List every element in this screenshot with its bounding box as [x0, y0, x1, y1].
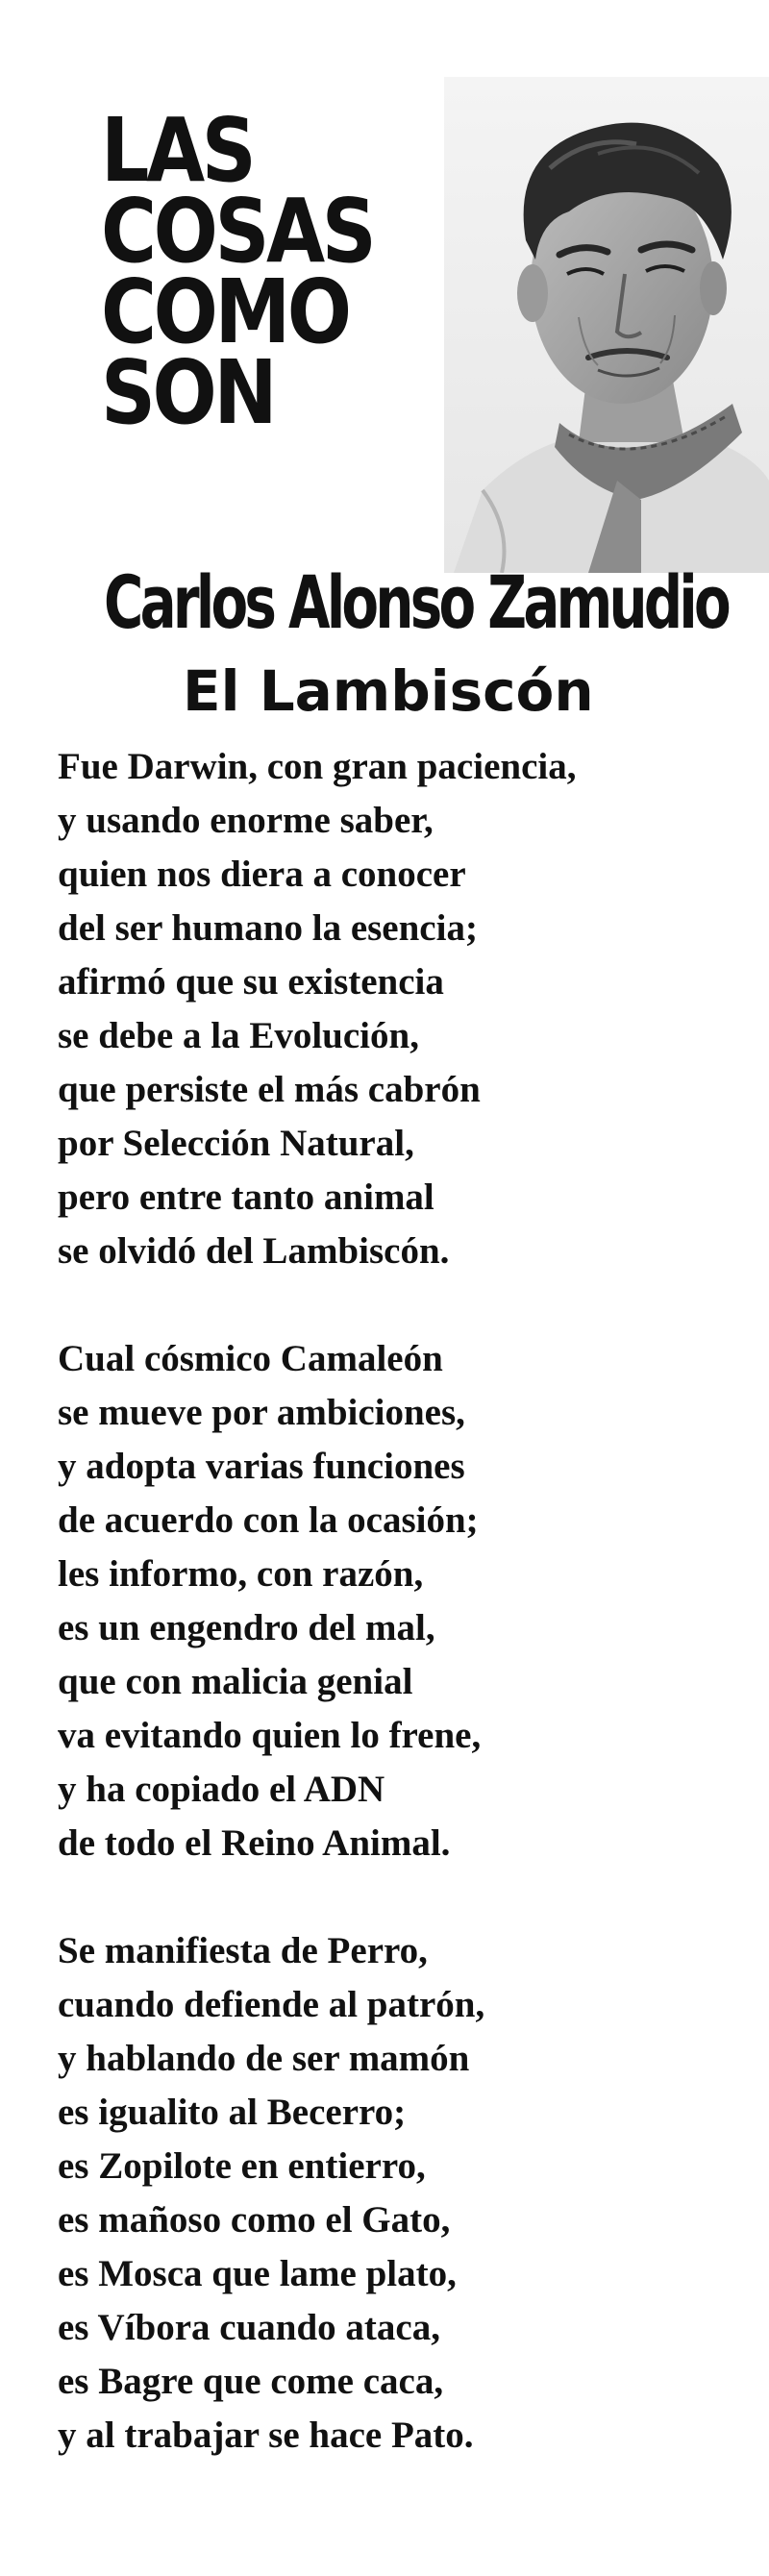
poem-line: es Víbora cuando ataca,: [58, 2307, 440, 2348]
poem-line: afirmó que su existencia: [58, 961, 444, 1003]
author-portrait: [444, 77, 769, 573]
poem-line: que persiste el más cabrón: [58, 1069, 481, 1110]
column-title-line-4: SON: [101, 341, 275, 444]
poem-title: El Lambiscón: [183, 658, 594, 724]
poem-line: quien nos diera a conocer: [58, 854, 466, 895]
stanza-1: [58, 740, 740, 1278]
poem-line: que con malicia genial: [58, 1661, 413, 1702]
poem-line: Se manifiesta de Perro,: [58, 1930, 428, 1971]
poem-line: se olvidó del Lambiscón.: [58, 1230, 450, 1272]
poem-line: es Zopilote en entierro,: [58, 2145, 426, 2187]
poem-line: es igualito al Becerro;: [58, 2092, 407, 2133]
stanza-2: [58, 1332, 740, 1870]
poem-line: y adopta varias funciones: [58, 1446, 465, 1487]
poem-line: cuando defiende al patrón,: [58, 1984, 485, 2025]
poem-line: y al trabajar se hace Pato.: [58, 2415, 474, 2456]
column-title-line-2: COSAS: [101, 180, 374, 283]
poem-line: les informo, con razón,: [58, 1553, 424, 1595]
poem-body: [58, 740, 740, 2516]
poem-line: se debe a la Evolución,: [58, 1015, 419, 1056]
poem-line: es Bagre que come caca,: [58, 2361, 444, 2402]
poem-line: Fue Darwin, con gran paciencia,: [58, 746, 577, 787]
stanza-3: [58, 1924, 740, 2463]
poem-line: es mañoso como el Gato,: [58, 2199, 451, 2241]
poem-line: es Mosca que lame plato,: [58, 2253, 457, 2294]
poem-line: pero entre tanto animal: [58, 1177, 434, 1218]
poem-line: de acuerdo con la ocasión;: [58, 1499, 479, 1541]
column-title-line-1: LAS: [101, 99, 254, 202]
poem-line: y hablando de ser mamón: [58, 2038, 470, 2079]
poem-line: se mueve por ambiciones,: [58, 1392, 465, 1433]
column-title: [101, 99, 374, 444]
poem-line: va evitando quien lo frene,: [58, 1715, 482, 1756]
poem-line: Cual cósmico Camaleón: [58, 1338, 443, 1379]
column-title-line-3: COMO: [101, 260, 349, 363]
poem-line: y usando enorme saber,: [58, 800, 434, 841]
poem-line: del ser humano la esencia;: [58, 907, 478, 949]
poem-line: y ha copiado el ADN: [58, 1769, 385, 1810]
poem-line: por Selección Natural,: [58, 1123, 414, 1164]
author-portrait-drawing: [444, 77, 769, 573]
poem-line: es un engendro del mal,: [58, 1607, 435, 1648]
author-name: Carlos Alonso Zamudio: [104, 559, 728, 645]
poem-line: de todo el Reino Animal.: [58, 1822, 451, 1864]
